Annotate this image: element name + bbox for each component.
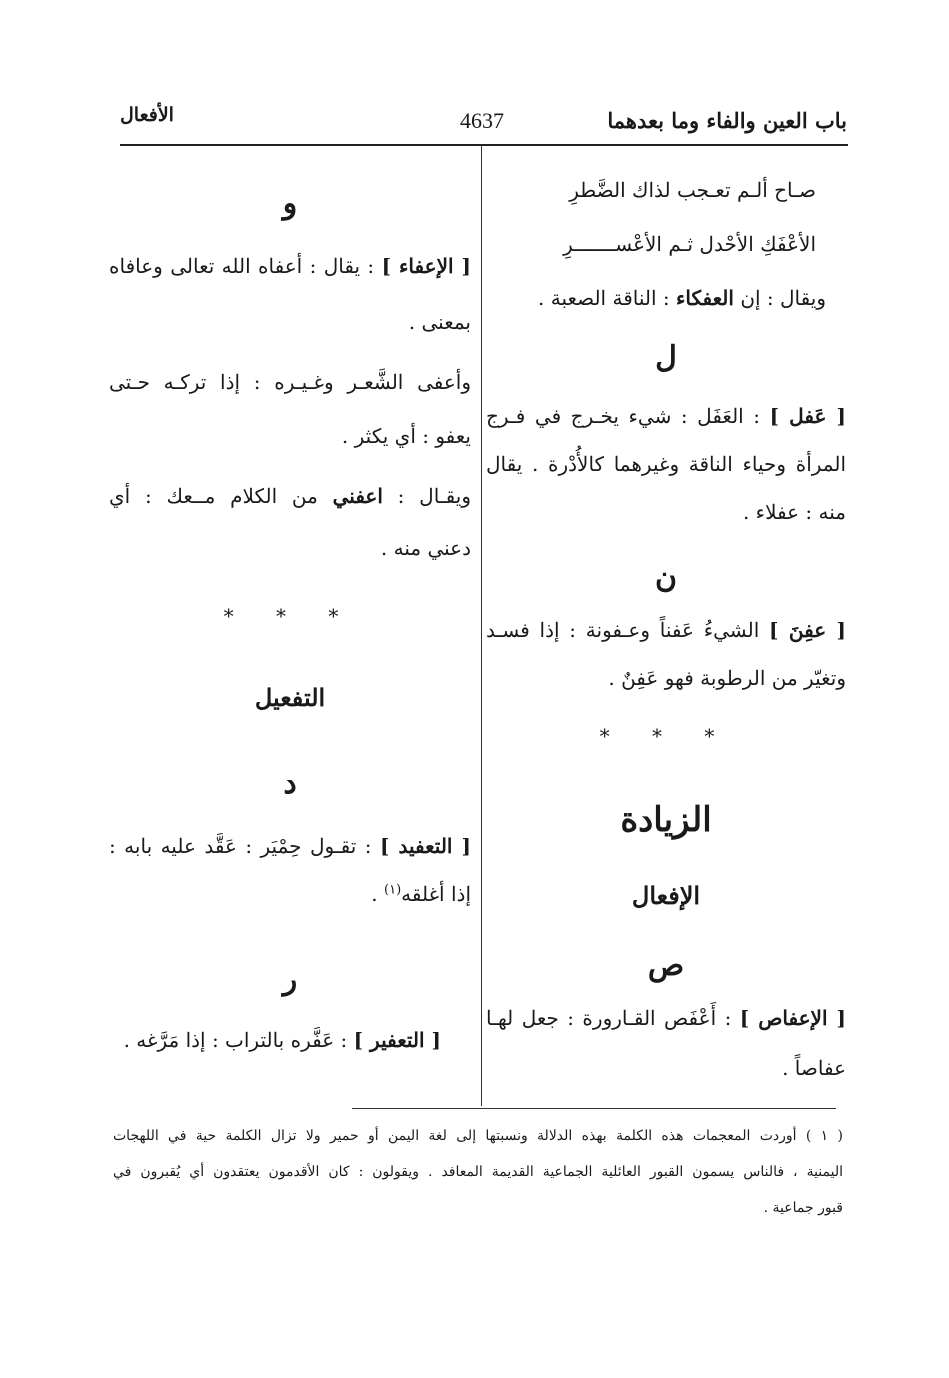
letter-heading-waw: و xyxy=(282,186,298,221)
text-run: إذا أغلقه xyxy=(401,882,471,906)
footnote-line: قبور جماعية . xyxy=(763,1200,843,1216)
headword: العفكاء xyxy=(676,286,734,310)
entry-headword: [ الإعفاص ] xyxy=(739,1006,847,1030)
entry-line: دعني منه . xyxy=(380,536,471,560)
paragraph-line xyxy=(538,286,826,310)
entry-line: منه : عفلاء . xyxy=(742,500,846,524)
text-run: . xyxy=(371,882,384,906)
letter-heading-sad: ص xyxy=(647,948,685,983)
text-run: ويقـال : xyxy=(382,484,471,508)
section-stars: * * * xyxy=(599,724,733,748)
entry-headword: [ عَفل ] xyxy=(769,404,846,428)
entry-line xyxy=(109,834,471,858)
text-run: : الناقة الصعبة . xyxy=(538,286,676,310)
entry-line xyxy=(109,254,471,278)
entry-line xyxy=(486,404,846,428)
text-run: : عَفَّره بالتراب : إذا مَرَّغه . xyxy=(123,1028,354,1052)
text-run: : العَفَل : شيء يخـرج في فـرج xyxy=(486,404,770,428)
entry-line: المرأة وحياء الناقة وغيرهما كالأُدْرة . يقال xyxy=(486,452,846,476)
entry-line xyxy=(486,1006,846,1030)
verse-line-2: الأعْفَكِ الأحْدل ثـم الأعْســـــــرِ xyxy=(563,232,816,256)
footnote-reference[interactable]: (١) xyxy=(384,882,402,898)
letter-heading-ra: ر xyxy=(282,962,298,997)
entry-headword: [ التعفير ] xyxy=(353,1028,441,1052)
footnote-line: اليمنية ، فالناس يسمون القبور العائلية الجماعية القديمة المعافد . ويقولون : كان الأقدمون يعتقدون أي يُقبرون في xyxy=(113,1164,843,1180)
letter-heading-dal: د xyxy=(283,766,297,801)
entry-line xyxy=(109,484,471,508)
entry-line xyxy=(371,882,471,906)
text-run: ويقال : إن xyxy=(733,286,826,310)
entry-line xyxy=(486,618,846,642)
entry-line: وأعفى الشَّعـر وغـيـره : إذا تركـه حـتى xyxy=(109,370,471,394)
header-rule xyxy=(120,144,848,146)
letter-heading-lam: ل xyxy=(655,340,677,375)
entry-headword: [ التعفيد ] xyxy=(379,834,471,858)
column-divider xyxy=(481,146,482,1106)
entry-line: بمعنى . xyxy=(408,310,471,334)
running-header-left: الأفعال xyxy=(120,104,174,126)
text-run: : تقـول حِمْيَر : عَقَّد عليه بابه : xyxy=(109,834,380,858)
entry-line: وتغيّر من الرطوبة فهو عَفِنٌ . xyxy=(608,666,846,690)
text-run: من الكلام مــعك : أي xyxy=(109,484,333,508)
entry-line xyxy=(124,1028,441,1052)
page-number: 4637 xyxy=(460,108,504,133)
entry-line: يعفو : أي يكثر . xyxy=(341,424,471,448)
letter-heading-nun: ن xyxy=(654,560,678,595)
text-run: الشيءُ عَفناً وعـفونة : إذا فسـد xyxy=(486,618,770,642)
section-title: التفعيل xyxy=(254,683,326,712)
footnote-rule xyxy=(352,1108,836,1109)
entry-line: عفاصاً . xyxy=(782,1056,846,1080)
entry-headword: [ عفِنَ ] xyxy=(769,618,846,642)
section-stars: * * * xyxy=(223,604,357,628)
text-run: : يقال : أعفاه الله تعالى وعافاه xyxy=(109,254,382,278)
running-header-right: باب العين والفاء وما بعدهما xyxy=(607,108,847,133)
text-run: : أَعْفَص القـارورة : جعل لهـا xyxy=(486,1006,740,1030)
section-title: الزيادة xyxy=(620,800,712,840)
headword: اعفني xyxy=(332,484,383,508)
verse-line-1: صـاح ألـم تعـجب لذاك الضَّطرِ xyxy=(569,178,816,202)
footnote-line: ( ١ ) أوردت المعجمات هذه الكلمة بهذه الدلالة ونسبتها إلى لغة اليمن أو حمير ولا تزال الكلمة حية في اللهجات xyxy=(113,1128,843,1144)
subsection-title: الإفعال xyxy=(631,881,701,910)
entry-headword: [ الإعفاء ] xyxy=(381,254,471,278)
